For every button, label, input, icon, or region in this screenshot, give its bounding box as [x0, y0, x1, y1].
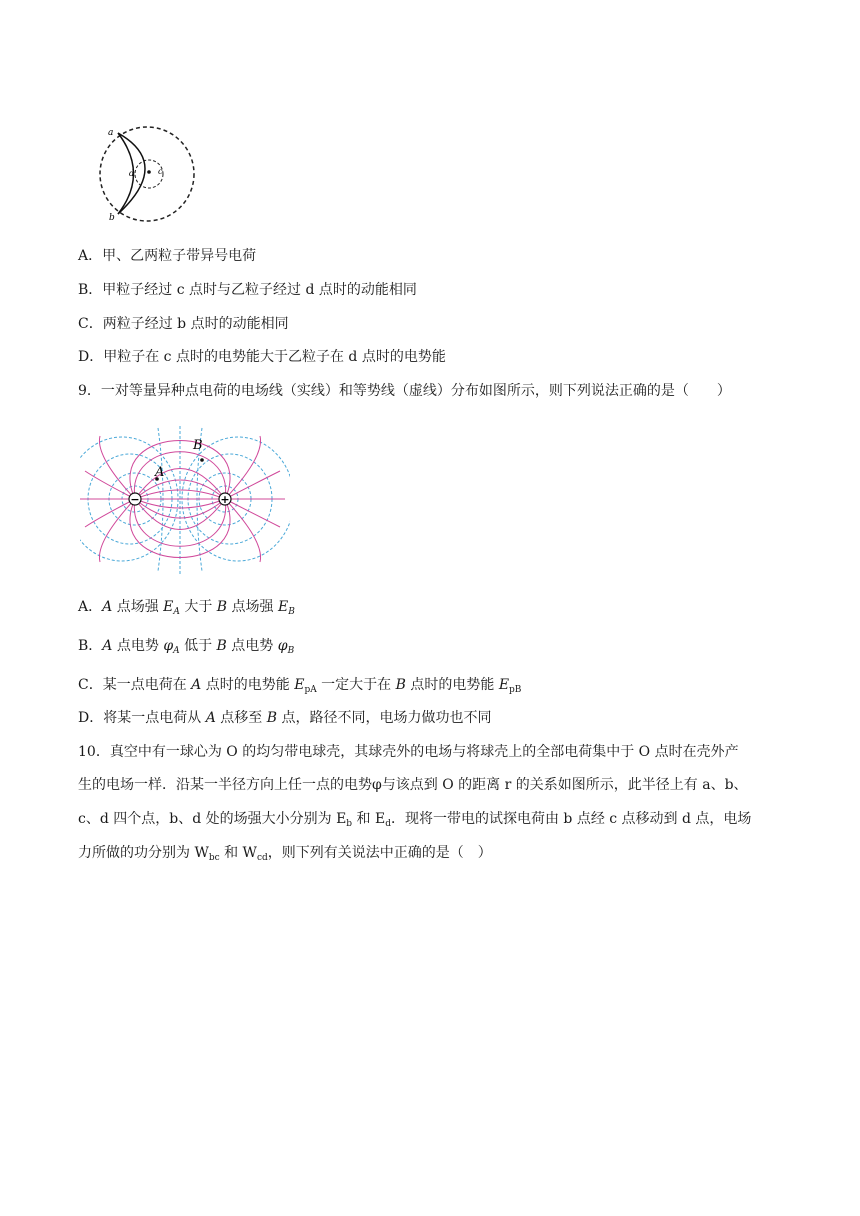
label-point-a: A [155, 465, 165, 480]
q9-option-d: D．将某一点电荷从 A 点移至 B 点，路径不同，电场力做功也不同 [78, 710, 492, 726]
q10-stem-line-4: 力所做的功分别为 $W_{bc}$ 和 $W_{cd}$，则下列有关说法中正确的是（ ） [78, 845, 492, 863]
q9-option-c: C．某一点电荷在 A 点时的电势能 $E_{pA}$ 一定大于在 B 点时的电势能 $E_{pB}$ [78, 677, 522, 695]
q8-option-a: A．甲、乙两粒子带异号电荷 [78, 248, 257, 264]
point-b [200, 458, 204, 462]
q9-option-a: A．A 点场强 $E_A$ 大于 B 点场强 $E_B$ [78, 599, 295, 617]
label-a: a [108, 128, 114, 138]
q8-option-d: D．甲粒子在 c 点时的电势能大于乙粒子在 d 点时的电势能 [78, 349, 446, 365]
q10-stem-line-3: c、d 四个点，b、d 处的场强大小分别为 $E_b$ 和 $E_d$．现将一带电的试探电荷由 b 点经 c 点移动到 d 点，电场 [78, 811, 752, 829]
negative-sign: − [130, 493, 140, 506]
field-lines [80, 436, 285, 562]
q8-figure [92, 124, 202, 224]
center-dot [147, 170, 151, 174]
q10-stem-line-1: 10．真空中有一球心为 O 的均匀带电球壳，其球壳外的电场与将球壳上的全部电荷集中于 O 点时在壳外产 [78, 744, 739, 760]
label-point-b: B [193, 438, 203, 453]
q10-stem-line-2: 生的电场一样．沿某一半径方向上任一点的电势φ与该点到 O 的距离 r 的关系如图所示，此半径上有 a、b、 [78, 777, 748, 793]
label-c: c [158, 167, 163, 176]
outer-circle [100, 127, 194, 221]
equipotential-lines [80, 426, 290, 576]
q8-option-b: B．甲粒子经过 c 点时与乙粒子经过 d 点时的动能相同 [78, 282, 417, 298]
label-b: b [109, 213, 115, 223]
q9-figure [80, 426, 290, 576]
q9-option-b: B．A 点电势 $\varphi_A$ 低于 B 点电势 $\varphi_B$ [78, 638, 295, 656]
q8-option-c: C．两粒子经过 b 点时的动能相同 [78, 316, 289, 332]
label-d: d [129, 169, 135, 178]
positive-sign: + [220, 493, 230, 506]
q9-stem: 9．一对等量异种点电荷的电场线（实线）和等势线（虚线）分布如图所示，则下列说法正确的是（ ） [78, 383, 731, 399]
